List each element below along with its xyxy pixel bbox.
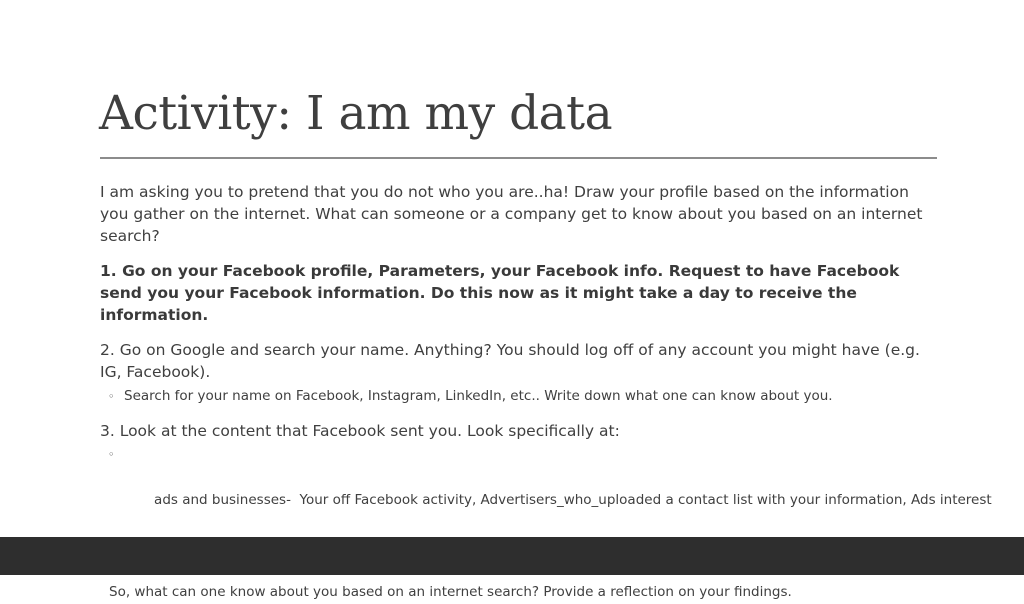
bullet-icon: ◦ [108,448,115,461]
list-item-text: Search for your name on Facebook, Instagram, LinkedIn, etc.. Write down what one can know about you. [124,388,833,404]
step-1-paragraph: 1. Go on your Facebook profile, Parameters, your Facebook info. Request to have Facebook send you your Facebook information. Do this now as it might take a day to receive the information. [100,262,900,324]
step-2-bullet-list [100,385,940,408]
step-3-paragraph: 3. Look at the content that Facebook sent you. Look specifically at: [100,422,620,440]
step-2-paragraph: 2. Go on Google and search your name. Anything? You should log off of any account you might have (e.g. IG, Facebook). [100,341,920,381]
list-item-text: ads and businesses- Your off Facebook activity, Advertisers_who_uploaded a contact list with your information, Ads interest [149,492,992,508]
list-item [100,443,992,535]
title-divider [100,157,937,159]
list-item [100,385,940,408]
intro-paragraph: I am asking you to pretend that you do not who you are..ha! Draw your profile based on the information you gather on the internet. What can someone or a company get to know about you based on an internet search? [100,183,923,245]
reflection-prompt: So, what can one know about you based on an internet search? Provide a reflection on your findings. [109,584,792,600]
slide-title: Activity: I am my data [99,86,613,141]
footer-bar [0,537,1024,575]
bullet-icon: ◦ [108,390,115,403]
